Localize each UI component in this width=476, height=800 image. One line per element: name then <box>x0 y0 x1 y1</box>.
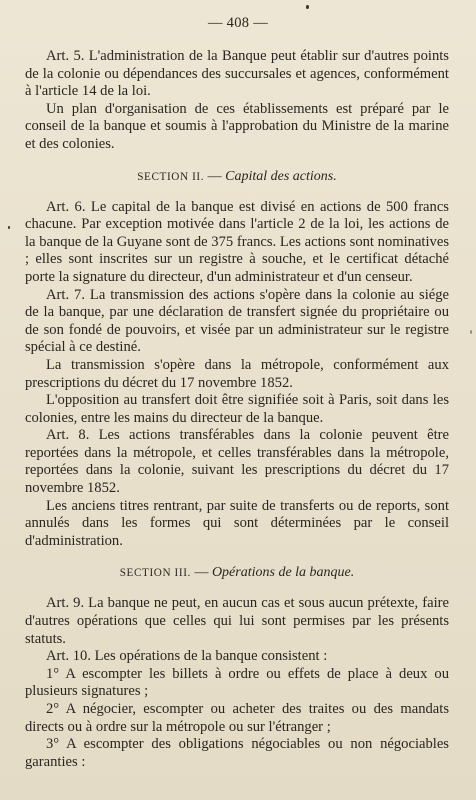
list-item-3: 3° A escompter des obligations négociables ou non négociables garanties : <box>25 736 449 770</box>
section-dash: — <box>204 168 226 184</box>
section-heading-capital <box>25 168 449 186</box>
paragraph-art-8: Art. 8. Les actions transférables dans la colonie peuvent être reportées dans la métropole, et celles transférables dans la métropole, reportées dans la colonie, suivant les prescriptions du décret du 17 novembre 1852. <box>25 427 449 497</box>
page-number: — 408 — <box>207 15 269 31</box>
paragraph-art-9: Art. 9. La banque ne peut, en aucun cas et sous aucun prétexte, faire d'autres opérations que celles qui lui sont permises par les présents statuts. <box>25 595 449 647</box>
section-name: Capital des actions. <box>225 168 337 184</box>
paragraph-art-7: Art. 7. La transmission des actions s'opère dans la colonie au siége de la banque, par une déclaration de transfert signée du propriétaire ou de son fondé de pouvoirs, et visée par un administrateur sur le registre spécial à ce destiné. <box>25 286 449 356</box>
section-label: SECTION II. <box>137 170 205 183</box>
paragraph-anciens-titres: Les anciens titres rentrant, par suite de transferts ou de reports, sont annulés dans les formes qui sont déterminées par le conseil d'administration. <box>25 497 449 549</box>
paragraph-art-5: Art. 5. L'administration de la Banque peut établir sur d'autres points de la colonie ou dépendances des succursales et agences, conformément à l'article 14 de la loi. <box>25 48 449 100</box>
ink-spot <box>470 330 472 334</box>
list-item-1: 1° A escompter les billets à ordre ou effets de place à deux ou plusieurs signatures ; <box>25 665 449 700</box>
section-label: SECTION III. <box>119 567 191 580</box>
paragraph-opposition-transfert: L'opposition au transfert doit être signifiée soit à Paris, soit dans les colonies, entre les mains du directeur de la banque. <box>25 392 449 426</box>
paragraph-transmission-metropole: La transmission s'opère dans la métropole, conformément aux prescriptions du décret du 17 novembre 1852. <box>25 356 449 391</box>
section-dash: — <box>190 565 212 581</box>
paragraph-plan-organisation: Un plan d'organisation de ces établissements est préparé par le conseil de la banque et soumis à l'approbation du Ministre de la marine et des colonies. <box>25 100 449 152</box>
ink-spot <box>8 226 10 229</box>
body-text <box>25 48 449 771</box>
ink-spot <box>306 5 309 9</box>
paragraph-art-10: Art. 10. Les opérations de la banque consistent : <box>46 648 328 665</box>
section-heading-operations <box>25 564 449 582</box>
list-item-2: 2° A négocier, escompter ou acheter des traites ou des mandats directs ou à ordre sur la métropole ou sur l'étranger ; <box>25 701 449 735</box>
section-name: Opérations de la banque. <box>211 565 355 581</box>
paragraph-art-6: Art. 6. Le capital de la banque est divisé en actions de 500 francs chacune. Par exception motivée dans l'article 2 de la loi, les actions de la banque de la Guyane sont de 375 francs. Les actions sont nominatives ; elles sont inscrites sur un registre à souche, et le certificat détaché porte la signature du directeur, d'un administrateur et d'un censeur. <box>25 198 449 285</box>
